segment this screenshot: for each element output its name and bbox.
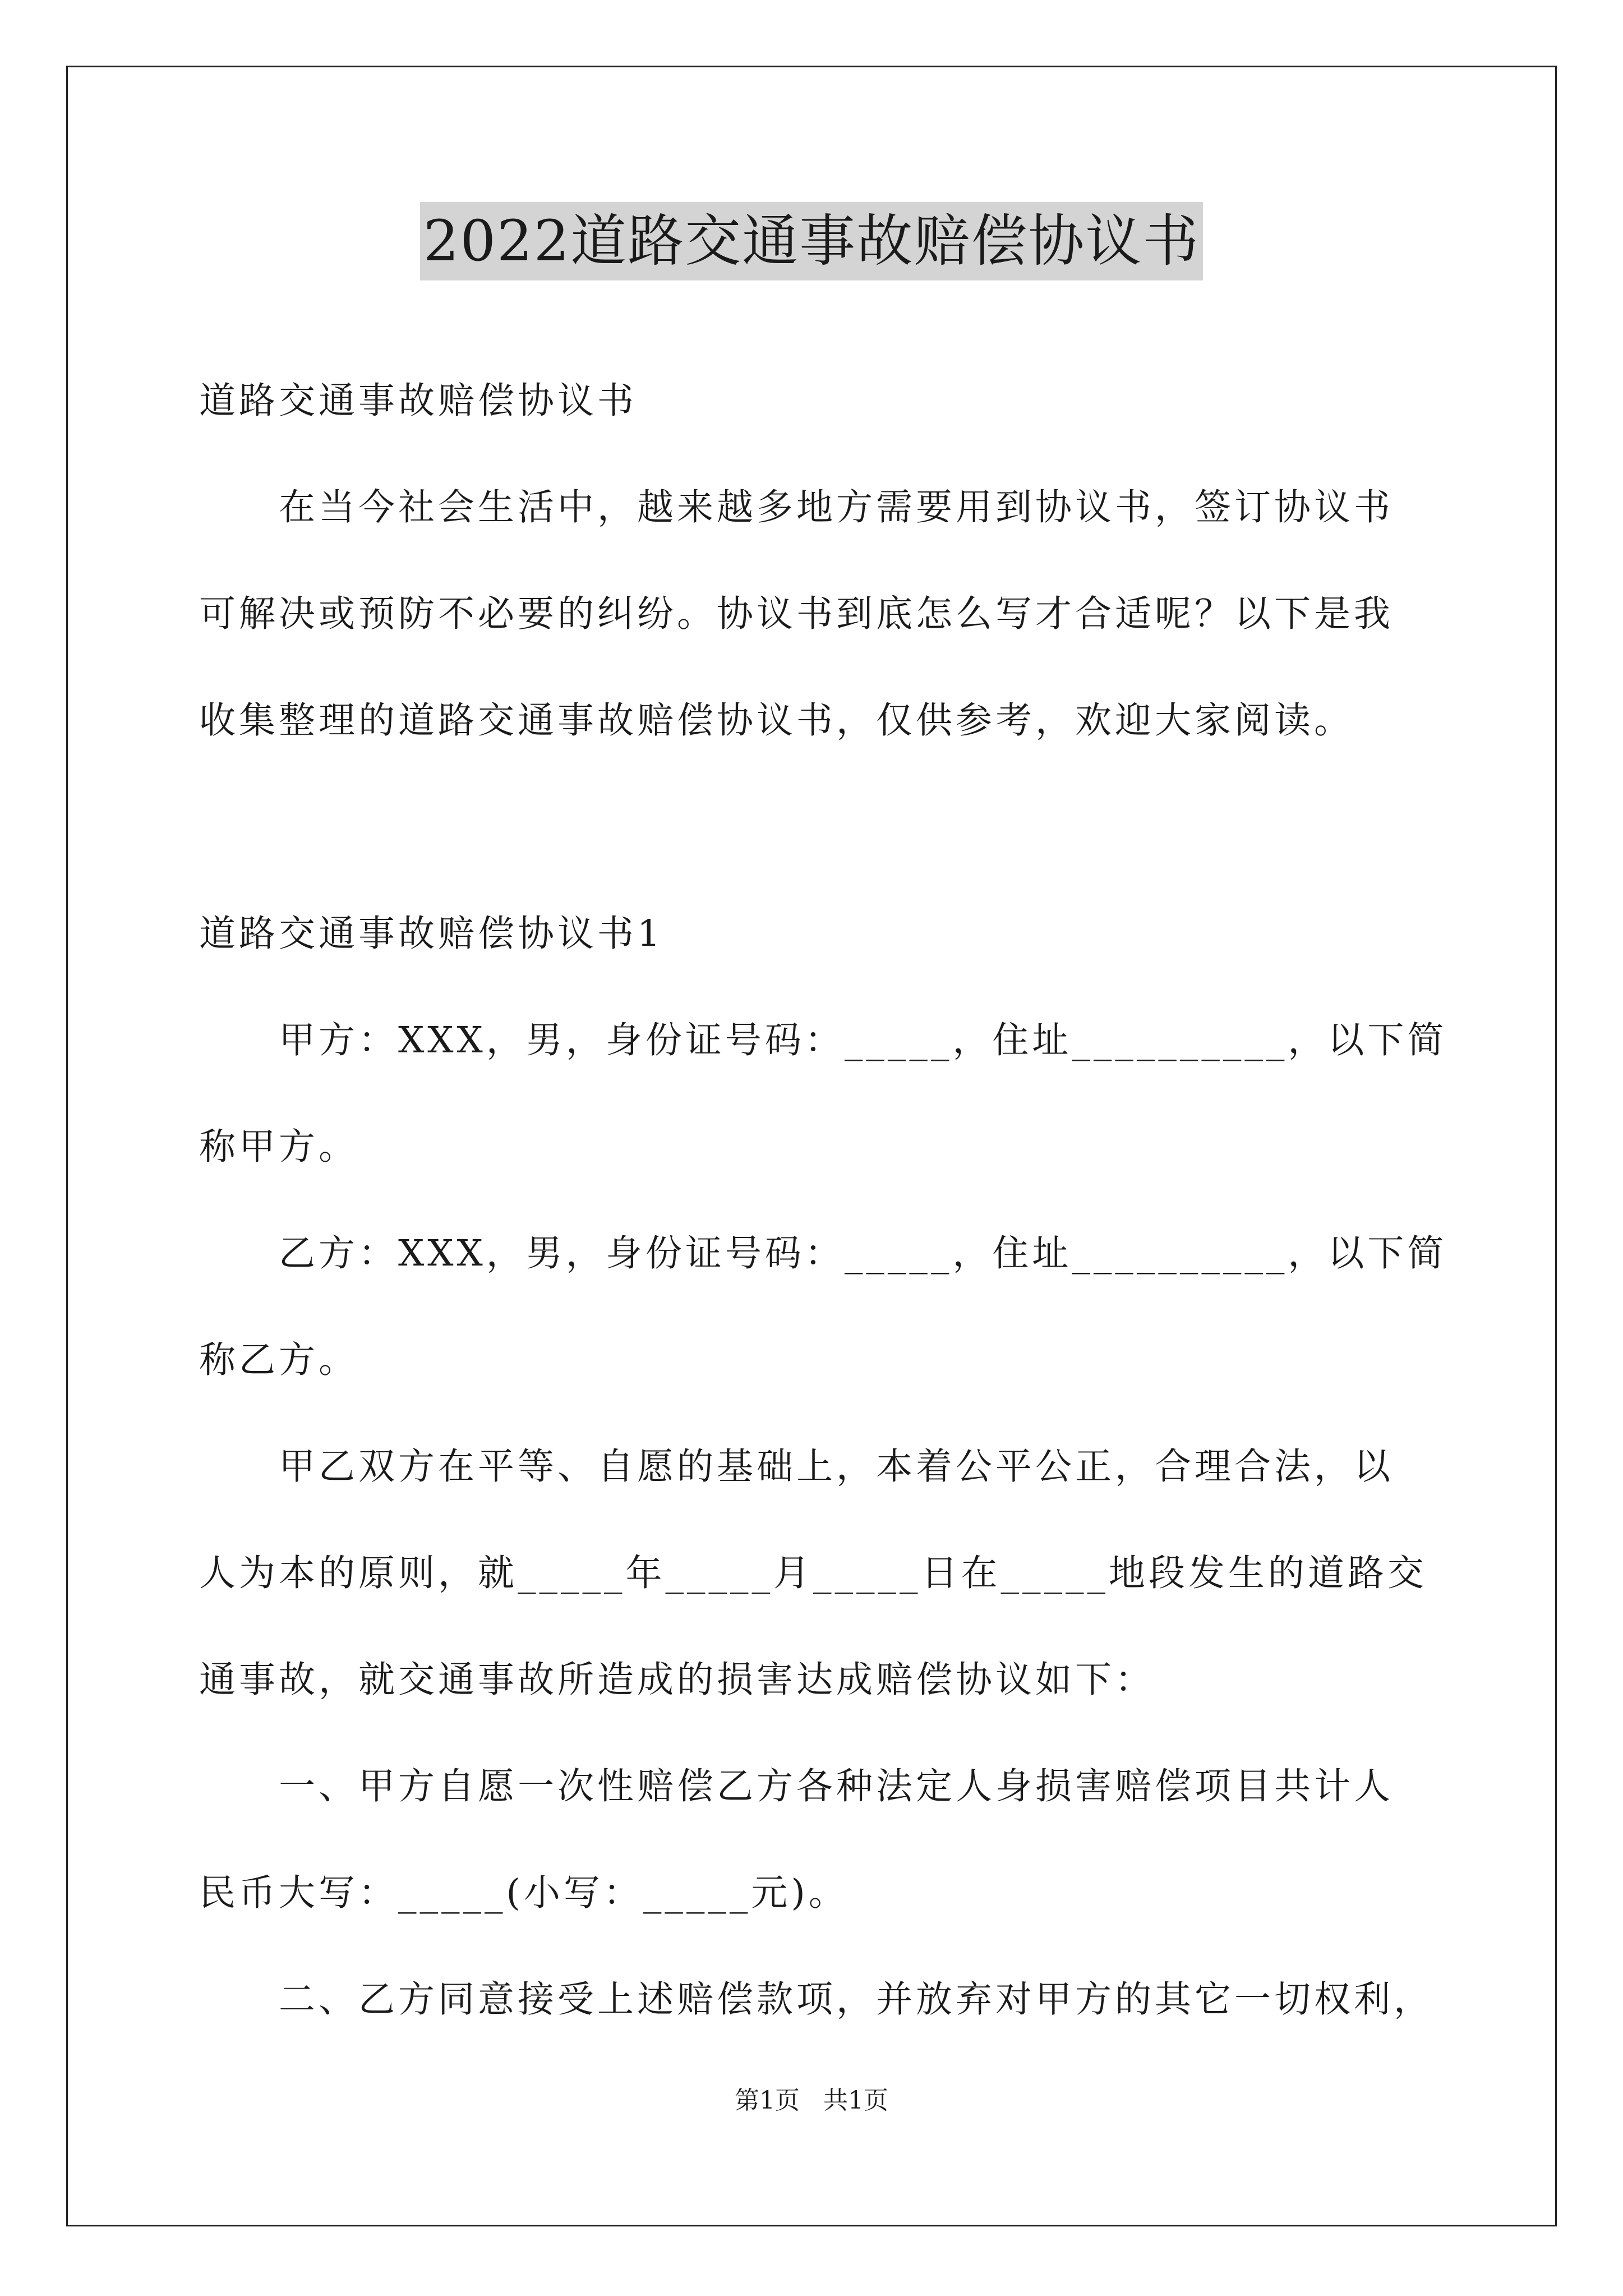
document-title: 2022道路交通事故赔偿协议书 [420, 202, 1204, 280]
page-footer: 第1页 共1页 [735, 2086, 888, 2115]
section-heading: 道路交通事故赔偿协议书 [199, 380, 638, 422]
paragraph-line: 通事故，就交通事故所造成的损害达成赔偿协议如下： [199, 1659, 1155, 1701]
paragraph-line: 称甲方。 [199, 1126, 359, 1168]
paragraph-line: 甲方：XXX，男，身份证号码：_____，住址__________，以下简 [279, 1019, 1447, 1061]
paragraph-line: 称乙方。 [199, 1339, 359, 1381]
paragraph-line: 人为本的原则，就_____年_____月_____日在_____地段发生的道路交 [199, 1552, 1428, 1594]
title-wrap [0, 202, 1623, 280]
paragraph-line: 可解决或预防不必要的纠纷。协议书到底怎么写才合适呢？以下是我 [199, 593, 1394, 635]
paragraph-line: 在当今社会生活中，越来越多地方需要用到协议书，签订协议书 [279, 486, 1394, 528]
paragraph-line: 甲乙双方在平等、自愿的基础上，本着公平公正，合理合法，以 [279, 1446, 1394, 1488]
paragraph-line: 民币大写：_____(小写：_____元)。 [199, 1872, 849, 1914]
paragraph-line: 一、甲方自愿一次性赔偿乙方各种法定人身损害赔偿项目共计人 [279, 1765, 1394, 1807]
spacer [199, 774, 1433, 881]
paragraph-line: 二、乙方同意接受上述赔偿款项，并放弃对甲方的其它一切权利， [279, 1978, 1434, 2021]
paragraph-line: 乙方：XXX，男，身份证号码：_____，住址__________，以下简 [279, 1232, 1447, 1274]
paragraph-line: 收集整理的道路交通事故赔偿协议书，仅供参考，欢迎大家阅读。 [199, 700, 1354, 742]
document-body [199, 348, 1447, 2053]
section-heading: 道路交通事故赔偿协议书1 [199, 913, 664, 955]
